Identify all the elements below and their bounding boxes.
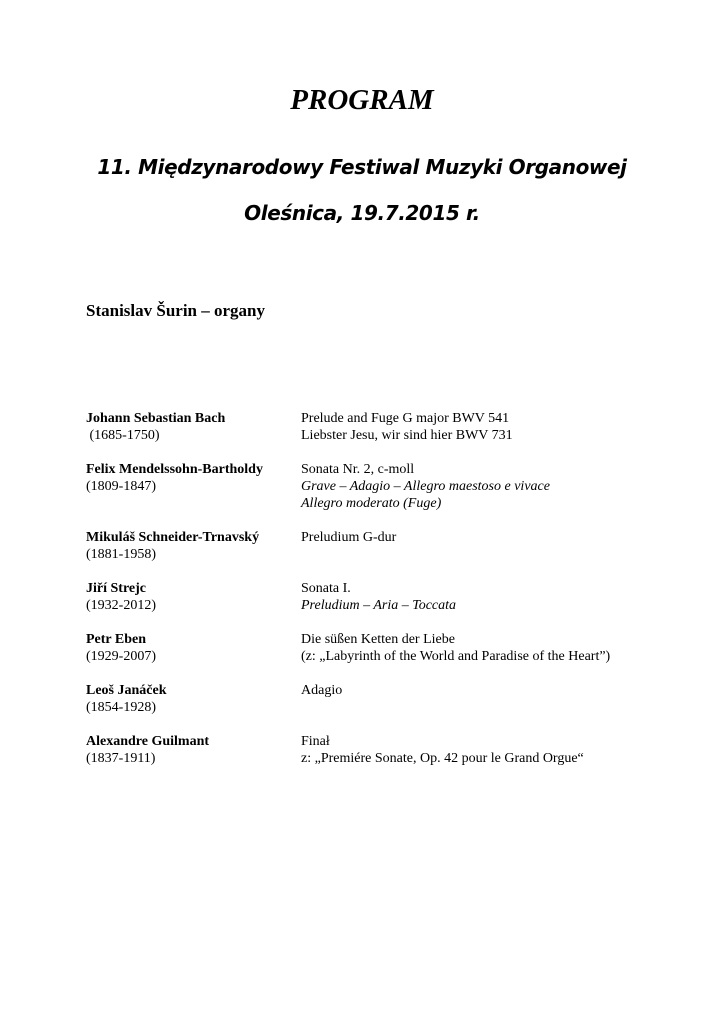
composer-name: Alexandre Guilmant (86, 734, 210, 749)
composer-name: Mikuláš Schneider-Trnavský (86, 530, 260, 545)
work-title: Die süßen Ketten der Liebe (301, 632, 455, 647)
works-block (301, 682, 666, 716)
work-title: Sonata Nr. 2, c-moll (301, 462, 415, 477)
work-title: Prelude and Fuge G major BWV 541 (301, 411, 510, 426)
composer-name: Felix Mendelssohn-Bartholdy (86, 462, 263, 477)
works-block (301, 461, 666, 512)
program-entry (86, 580, 666, 614)
work-title: (z: „Labyrinth of the World and Paradise of the Heart”) (301, 649, 611, 664)
program-entry (86, 631, 666, 665)
composer-block (86, 631, 301, 665)
page-title: PROGRAM (290, 84, 434, 116)
festival-name: 11. Międzynarodowy Festiwal Muzyki Organowej (97, 155, 627, 179)
program-entry (86, 461, 666, 512)
works-block (301, 580, 666, 614)
composer-block (86, 461, 301, 512)
work-title: Allegro moderato (Fuge) (301, 496, 442, 511)
work-title: Preludium – Aria – Toccata (301, 598, 457, 613)
works-block (301, 529, 666, 563)
work-title: z: „Premiére Sonate, Op. 42 pour le Grand Orgue“ (301, 751, 584, 766)
composer-block (86, 682, 301, 716)
work-title: Sonata I. (301, 581, 351, 596)
program-entry (86, 529, 666, 563)
works-block (301, 631, 666, 665)
composer-years: (1854-1928) (86, 700, 156, 715)
composer-block (86, 410, 301, 444)
composer-name: Petr Eben (86, 632, 147, 647)
composer-block (86, 580, 301, 614)
work-title: Liebster Jesu, wir sind hier BWV 731 (301, 428, 513, 443)
work-title: Adagio (301, 683, 343, 698)
program-entry (86, 733, 666, 767)
composer-years: (1929-2007) (86, 649, 156, 664)
works-block (301, 410, 666, 444)
program-entry (86, 410, 666, 444)
program-list (86, 410, 666, 784)
work-title: Preludium G-dur (301, 530, 397, 545)
composer-years: (1881-1958) (86, 547, 156, 562)
works-block (301, 733, 666, 767)
composer-years: (1932-2012) (86, 598, 156, 613)
composer-name: Jiří Strejc (86, 581, 146, 596)
performer-line: Stanislav Šurin – organy (86, 301, 266, 320)
composer-block (86, 733, 301, 767)
composer-block (86, 529, 301, 563)
composer-name: Johann Sebastian Bach (86, 411, 226, 426)
work-title: Grave – Adagio – Allegro maestoso e vivace (301, 479, 550, 494)
composer-years: (1809-1847) (86, 479, 156, 494)
composer-name: Leoš Janáček (86, 683, 167, 698)
composer-years: (1837-1911) (86, 751, 156, 766)
composer-years: (1685-1750) (86, 428, 160, 443)
program-entry (86, 682, 666, 716)
place-and-date: Oleśnica, 19.7.2015 r. (244, 201, 480, 225)
work-title: Finał (301, 734, 330, 749)
